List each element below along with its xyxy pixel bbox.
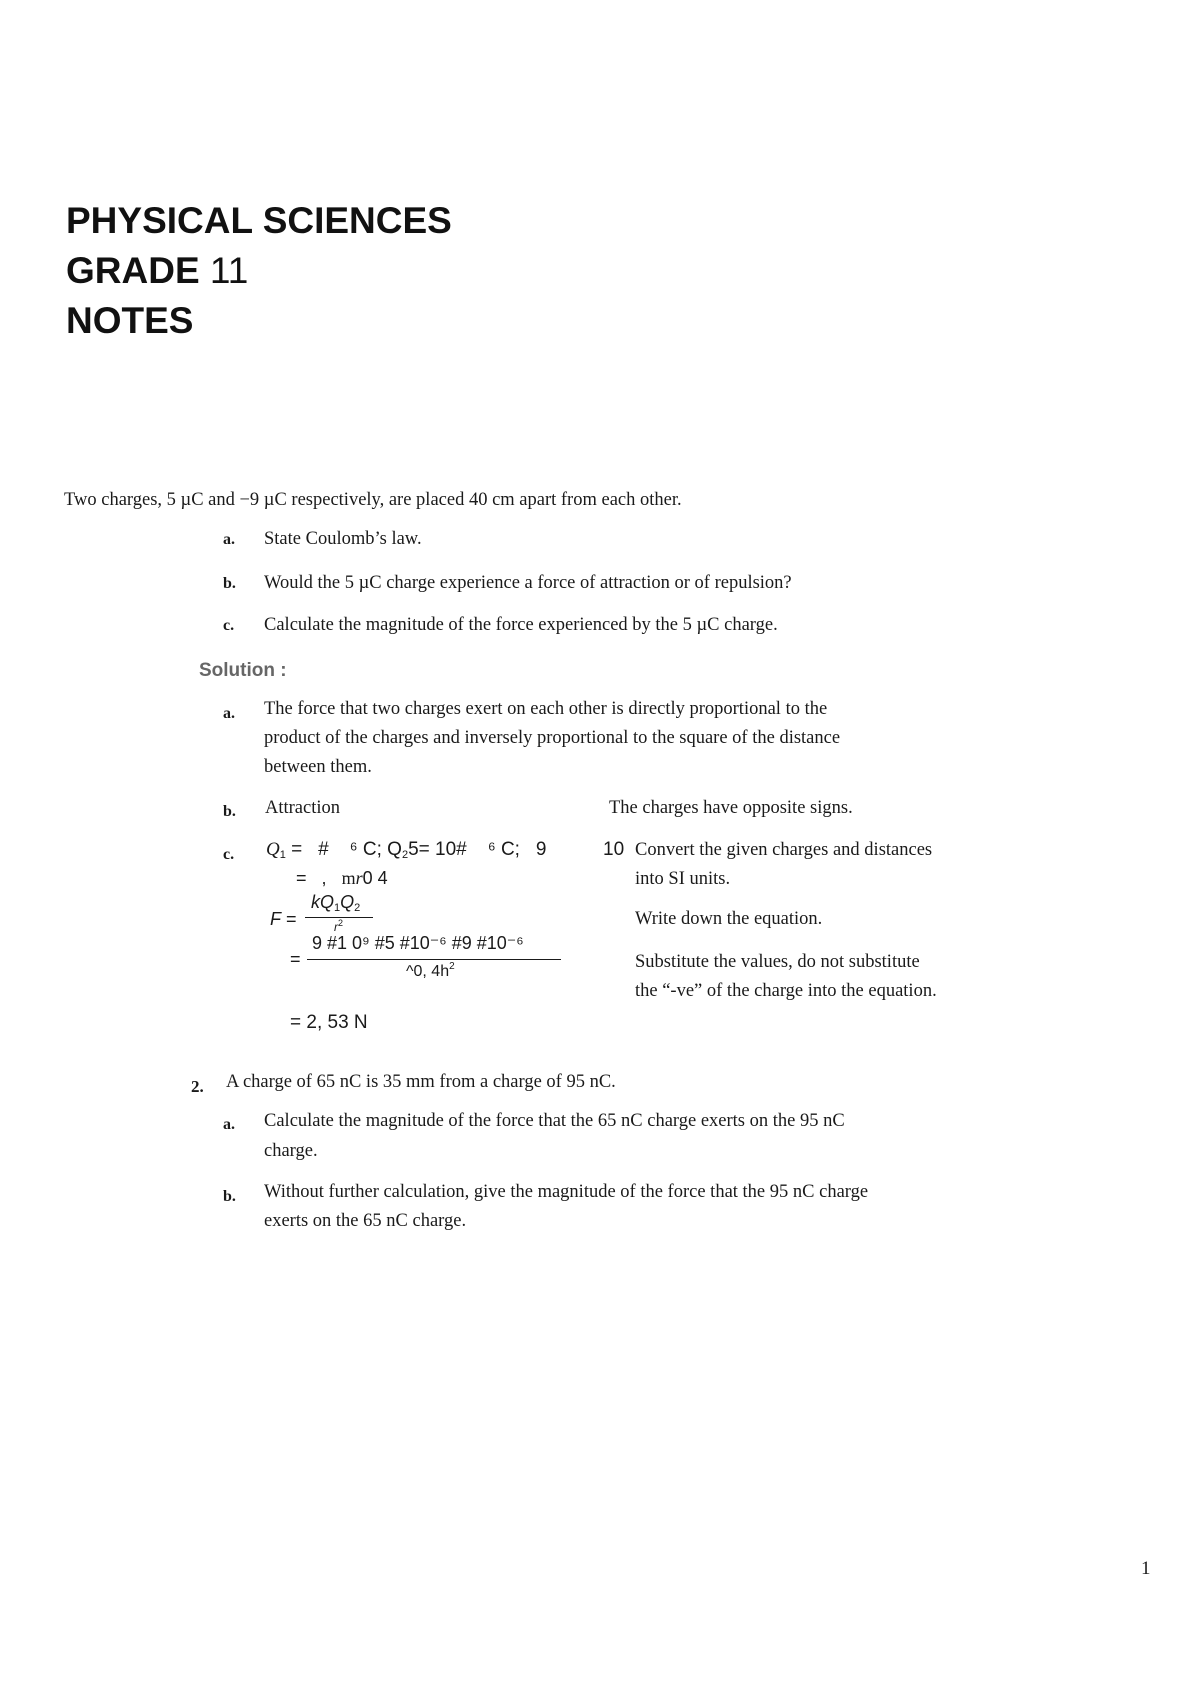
q2-part-a-line2: charge. <box>264 1141 318 1161</box>
q2-part-a-label: a. <box>223 1116 235 1133</box>
solution-a-label: a. <box>223 705 235 722</box>
q1-part-b-text: Would the 5 µC charge experience a force of attraction or of repulsion? <box>264 573 792 593</box>
q2-stem: A charge of 65 nC is 35 mm from a charge of 95 nC. <box>226 1072 616 1092</box>
substitution-equals: = <box>290 949 301 969</box>
doc-title-subject: PHYSICAL SCIENCES <box>66 200 452 241</box>
q1-part-a-label: a. <box>223 531 235 548</box>
substitution-fraction-bar <box>307 959 561 960</box>
formula-numerator: $kQ_1Q_2$ <box>311 892 361 914</box>
page-number: 1 <box>1141 1558 1151 1579</box>
doc-title-grade: GRADE 11 <box>66 250 249 291</box>
solution-b-answer: Attraction <box>265 798 341 818</box>
q1-part-a-text: State Coulomb’s law. <box>264 529 422 549</box>
solution-a-line1: The force that two charges exert on each other is directly proportional to the <box>264 699 828 719</box>
formula-denominator: $r^2$ <box>334 918 344 934</box>
doc-title-notes: NOTES <box>66 300 194 341</box>
solution-c-label: c. <box>223 846 235 863</box>
q1-part-c-label: c. <box>223 617 235 634</box>
q2-part-b-line2: exerts on the 65 nC charge. <box>264 1211 467 1231</box>
q2-number: 2. <box>191 1077 204 1096</box>
solution-b-note: The charges have opposite signs. <box>609 798 853 818</box>
solution-heading: Solution : <box>199 660 287 681</box>
note-substitute-line2: the “-ve” of the charge into the equation. <box>635 981 937 1001</box>
note-convert-line1: Convert the given charges and distances <box>635 840 933 860</box>
solution-b-label: b. <box>223 803 236 820</box>
distance-row: = , mr0 4 <box>296 868 388 888</box>
note-convert-line2: into SI units. <box>635 869 731 889</box>
solution-a-line2: product of the charges and inversely proportional to the square of the distance <box>264 728 841 748</box>
solution-a-line3: between them. <box>264 757 372 777</box>
q2-part-b-label: b. <box>223 1188 236 1205</box>
q1-stem: Two charges, 5 µC and −9 µC respectively, are placed 40 cm apart from each other. <box>64 490 682 510</box>
force-symbol: F = <box>270 909 297 929</box>
note-substitute-line1: Substitute the values, do not substitute <box>635 952 920 972</box>
force-result: = 2, 53 N <box>290 1012 368 1033</box>
q2-part-a-line1: Calculate the magnitude of the force that the 65 nC charge exerts on the 95 nC <box>264 1111 845 1131</box>
substitution-denominator: ^0, $4h^2$ <box>406 961 455 980</box>
charge-values-ten: 10 <box>603 839 625 860</box>
q1-part-b-label: b. <box>223 575 236 592</box>
charge-values-row: $Q_1$ = # ⁶ C; $Q_25=$ 10# ⁶ C; 9 <box>266 839 547 861</box>
q1-part-c-text: Calculate the magnitude of the force experienced by the 5 µC charge. <box>264 615 778 635</box>
note-write-equation: Write down the equation. <box>635 909 823 929</box>
q2-part-b-line1: Without further calculation, give the magnitude of the force that the 95 nC charge <box>264 1182 869 1202</box>
substitution-numerator: 9 #1 0⁹ #5 #10⁻⁶ #9 #10⁻⁶ <box>312 933 524 953</box>
